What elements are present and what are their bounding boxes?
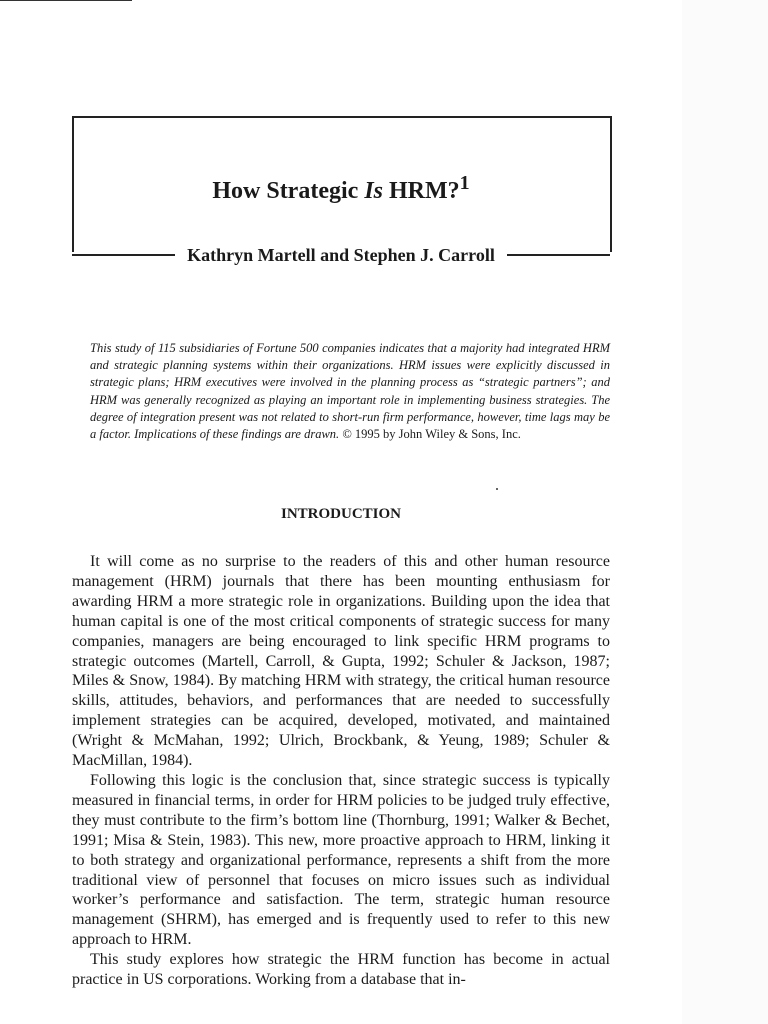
authors-line — [72, 240, 610, 270]
copyright-notice: © 1995 by John Wiley & Sons, Inc. — [342, 427, 521, 442]
authors-rule-left — [72, 254, 175, 256]
introduction-body — [72, 552, 610, 990]
abstract-text: This study of 115 subsidiaries of Fortune 500 companies indicates that a majority had integrated HRM and strategic planning systems within their organizations. HRM issues were explicitly discussed in strategic plans; HRM executives were involved in the planning process as “strategic partners”; and HRM was generally recognized as playing an important role in implementing business strategies. The degree of integration present was not related to short-run firm performance, however, time lags may be a factor. Implications of these findings are drawn. — [90, 341, 610, 442]
article-title: How Strategic Is HRM?$^1$ — [212, 172, 470, 204]
paragraph: Following this logic is the conclusion that, since strategic success is typically measured in financial terms, in order for HRM policies to be judged truly effective, they must contribute to the firm’s bottom line (Thornburg, 1991; Walker & Bechet, 1991; Misa & Stein, 1983). This new, more proactive approach to HRM, linking it to both strategy and organizational performance, represents a shift from the more traditional view of personnel that focuses on micro issues such as individual worker’s performance and satisfaction. The term, strategic human resource management (SHRM), has emerged and is frequently used to refer to this new approach to HRM. — [72, 771, 610, 949]
section-heading-introduction: INTRODUCTION — [280, 506, 401, 522]
authors-rule-right — [507, 254, 610, 256]
page-edge-shade — [682, 0, 768, 1024]
paragraph: It will come as no surprise to the readers of this and other human resource management (HRM) journals that there has been mounting enthusiasm for awarding HRM a more strategic role in organizations. Building upon the idea that human capital is one of the most critical components of strategic success for many companies, managers are being encouraged to link specific HRM programs to strategic outcomes (Martell, Carroll, & Gupta, 1992; Schuler & Jackson, 1987; Miles & Snow, 1984). By matching HRM with strategy, the critical human resource skills, attitudes, behaviors, and performances that are needed to successfully implement strategies can be acquired, developed, motivated, and maintained (Wright & McMahan, 1992; Ulrich, Brockbank, & Yeung, 1989; Schuler & MacMillan, 1984). — [72, 553, 610, 770]
abstract — [90, 340, 610, 443]
paragraph: This study explores how strategic the HRM function has become in actual practice in US corporations. Working from a database that in- — [72, 951, 610, 989]
scan-speck — [496, 488, 498, 490]
title-footnote-marker: 1 — [459, 172, 470, 194]
article-authors: Kathryn Martell and Stephen J. Carroll — [187, 244, 495, 265]
top-edge-rule — [0, 0, 132, 1]
